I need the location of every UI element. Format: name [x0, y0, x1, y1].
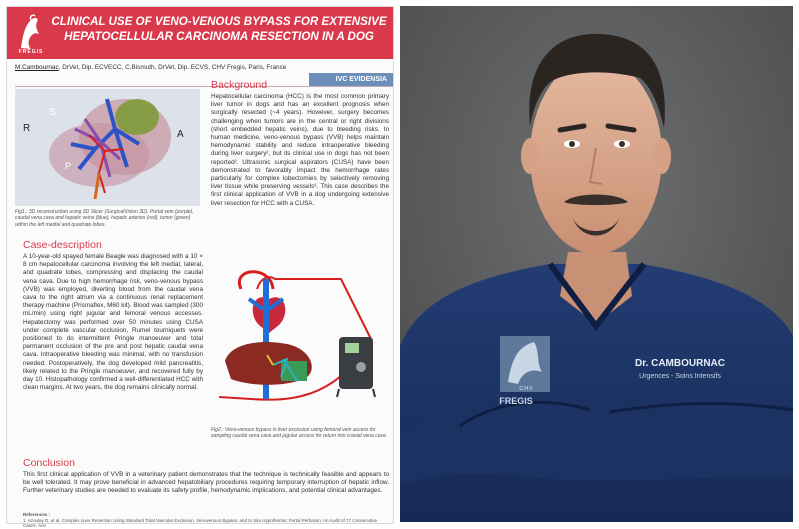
poster-logo-label: FREGIS [18, 49, 44, 55]
figure-1-3d-reconstruction [15, 89, 200, 206]
fig1-label-p: P [65, 161, 72, 171]
poster-title-line-1: CLINICAL USE OF VENO-VENOUS BYPASS FOR EXTENSIVE [51, 15, 387, 28]
fig1-label-s: S [49, 107, 56, 118]
ivc-evidensia-badge: IVC EVIDENSIA [309, 73, 393, 87]
figure-1-caption: Fig1.: 3D reconstruction using 3D Slicer (SurgicalVision 3D). Portal vein (purple), caudal vena cava and hepatic veins (blue), hepatic arteries (red), tumor (green) within the left medial and quadrate lobes. [15, 209, 194, 228]
poster-title-banner [7, 7, 393, 59]
figure-2-caption: Fig2.: Veno-venous bypass in liver exclusion using femoral vein access for sampling caudal vena cava and jugular access for return into cranial vena cava [211, 427, 386, 440]
fig1-label-r: R [23, 123, 31, 134]
poster-title-line-2: HEPATOCELLULAR CARCINOMA RESECTION IN A DOG [64, 30, 374, 43]
portrait-photo [400, 6, 793, 522]
references-text: 1. Azoulay D, et al. Complex Liver Resection Using Standard Total Vascular Exclusion, Venovenous Bypass, and In Situ Hypothermic Portal Perfusion: An Audit of 77 Consecutive Cases. Ann [23, 517, 378, 528]
photo-logo-small: C.H.V [519, 386, 533, 392]
fig1-label-a: A [177, 129, 184, 140]
photo-logo-text: FREGIS [499, 396, 533, 406]
authors-line [15, 64, 315, 71]
fregis-horse-logo-icon [15, 12, 45, 52]
case-description-text: A 10-year-old spayed female Beagle was diagnosed with a 10 × 8 cm hepatocellular carcinoma involving the left medial, lateral, and quadrate lobes, compressing and displacing the caudal vena cava. Due to high hemorrhage risk, veno-venous bypass (VVB) was employed, diverting blood from the caudal vena cava to the right atrium via a continuous renal replacement therapy machine (Prismaflex, M60 kit). Blood was sampled (300 mL/min) using right jugular and femoral venous accesses. Hepatectomy was performed over 50 minutes using CUSA under complete vascular occlusion, Rumel tourniquets were positioned to do intermittent Pringle manoeuver and total permanent occlusion of the pre and post hepatic caudal vena cava. Intraoperative bleeding was minimal, with no transfusion needed. Postoperatively, the dog developed mild pancreatitis, likely related to the Pringle manoeuver, and recovered fully by day 10. Histopathology confirmed a well-differentiated HCC with clean margins. At two years, the dog remains clinically normal. [23, 253, 203, 392]
poster-title [51, 14, 387, 44]
photo-embroidery-sub: Urgences - Soins Intensifs [639, 373, 721, 380]
background-text: Hepatocellular carcinoma (HCC) is the most common primary liver tumor in dogs and has an excellent prognosis when surgically resected (~4 years). However, surgery becomes challenging when tumors are in the central or right divisions (short embedded hepatic veins), due to bleeding risks. In human medicine, veno-venous bypass (VVB) helps maintain hemodynamic stability and reduce intraoperative bleeding during liver surgery², but its clinical use in dogs has not been reported². Ultrasonic surgical aspirators (CUSA) have been demonstrated to favorably impact the hemorrhage rates particularly for complex lobectomies by selectively removing liver tissue while preserving vessels³. This case describes the first clinical application of VVB in a dog undergoing extensive liver resection for HCC with a CUSA. [211, 93, 389, 207]
author-main: M.Cambournac [15, 64, 59, 71]
figure-2-bypass-diagram [211, 269, 389, 419]
background-heading: Background [211, 79, 268, 91]
author-rest: , DrVet, Dip. ECVECC, C.Bismuth, DrVet, Dip. ECVS, CHV Fregis, Paris, France [58, 64, 287, 71]
conclusion-heading: Conclusion [23, 457, 75, 469]
conclusion-text: This first clinical application of VVB in a veterinary patient demonstrates that the technique is technically feasible and appears to be well tolerated. It may prove beneficial in advanced hepatobiliary procedures requiring temporary interruption of hepatic inflow. Further veterinary studies are needed to evaluate its safety profile, hemodynamic implications, and potential clinical advantages. [23, 471, 389, 495]
references-label: References : [23, 512, 51, 517]
references [23, 512, 389, 529]
poster [6, 6, 394, 528]
case-description-heading: Case-description [23, 239, 102, 251]
header-divider [15, 86, 393, 87]
photo-embroidery-name: Dr. CAMBOURNAC [635, 358, 725, 369]
